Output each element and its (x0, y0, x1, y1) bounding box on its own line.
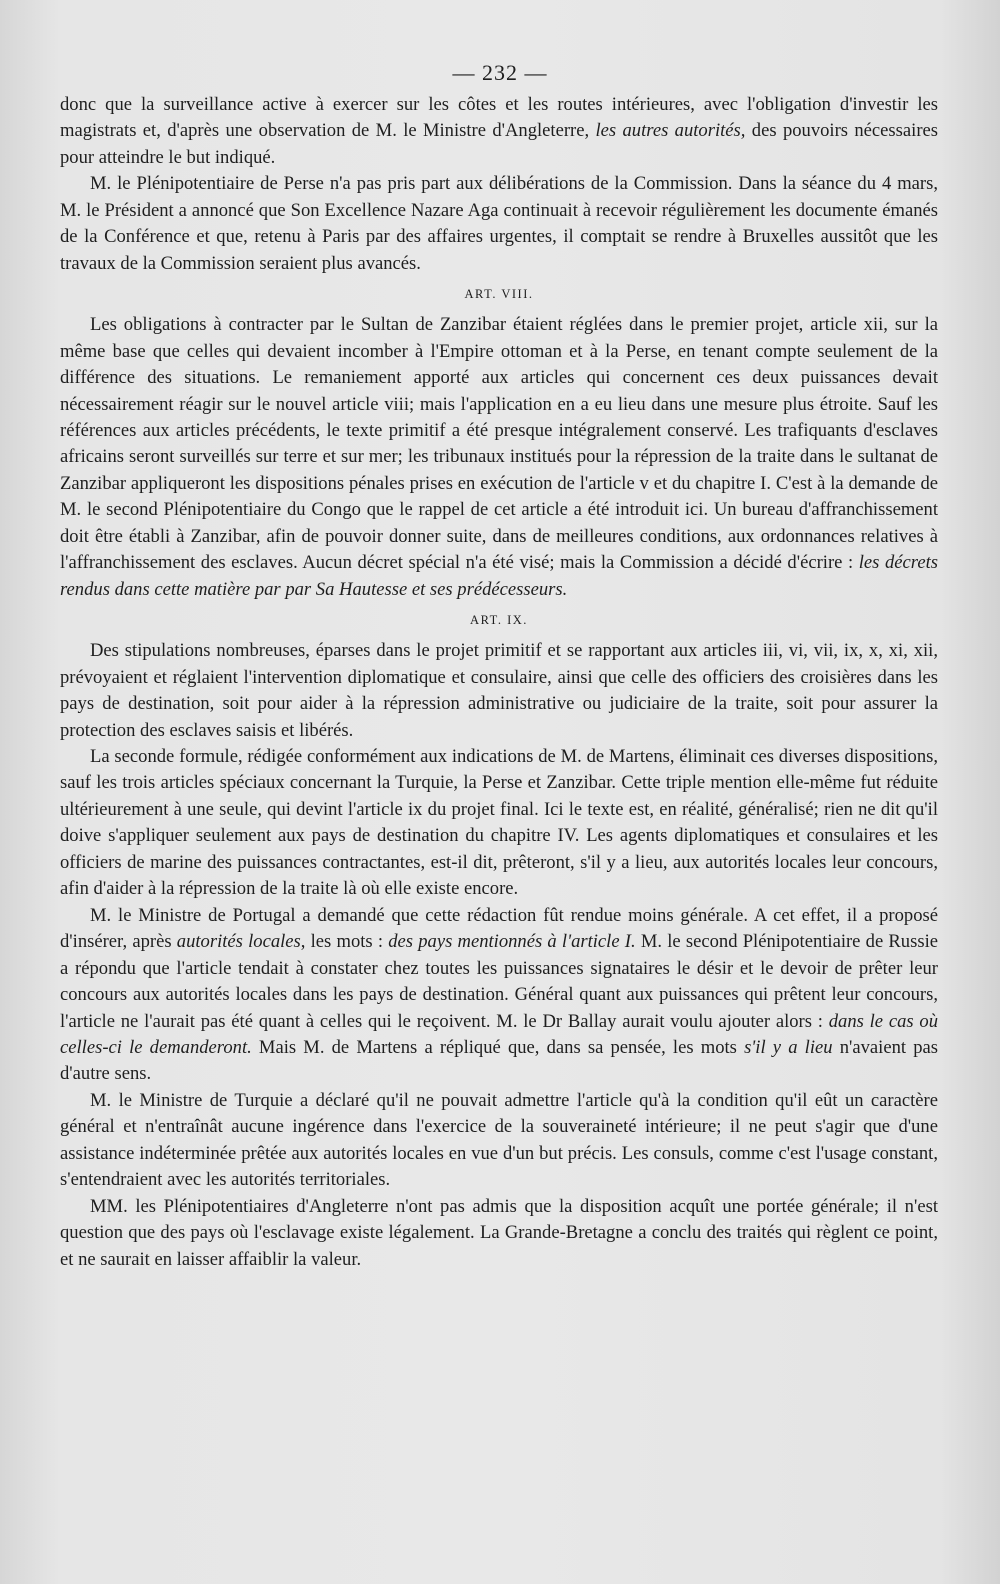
article-heading: ART. IX. (470, 613, 528, 628)
italic-text: les autres autorités, (595, 120, 746, 142)
text-run: M. le Ministre de Turquie a déclaré qu'il ne pouvait admettre l'article qu'à la condition qu'il eût un caractère général et n'entraînât aucune ingérence dans l'exercice de la souveraineté intérieure; il ne peut s'agir que d'une assistance indéterminée prêtée aux autorités locales en vue d'un but précis. Les consuls, comme c'est l'usage constant, s'entendraient avec les autorités territoriales. (60, 1089, 938, 1191)
paragraph (60, 903, 938, 1088)
article-heading: ART. VIII. (464, 287, 534, 302)
paragraph (60, 312, 938, 603)
italic-text: les décrets rendus dans cette matière par par Sa Hautesse et ses prédécesseurs. (60, 552, 938, 600)
text-run: n'avaient pas d'autre sens. (60, 1036, 938, 1085)
text-run: , les mots : (300, 931, 389, 953)
text-run: Des stipulations nombreuses, éparses dans le projet primitif et se rapportant aux articles iii, vi, vii, ix, x, xi, xii, prévoyaient et réglaient l'intervention diplomatique et consulaire, ainsi que celle des officiers des croisières dans les pays de destination, soit pour aider à la répression administrative ou judiciaire de la traite, soit pour assurer la protection des esclaves saisis et libérés. (60, 640, 938, 741)
paragraph (60, 638, 938, 744)
text-run: La seconde formule, rédigée conformément aux indications de M. de Martens, éliminait ces diverses dispositions, sauf les trois articles spéciaux concernant la Turquie, la Perse et Zanzibar. Cette triple mention elle-même fut réduite ultérieurement à une seule, qui devint l'article ix du projet final. Ici le texte est, en réalité, généralisé; rien ne dit qu'il doive s'appliquer seulement aux pays de destination du chapitre IV. Les agents diplomatiques et consulaires et les officiers de marine des puissances contractantes, est-il dit, prêteront, s'il y a lieu, aux autorités locales leur concours, afin d'aider à la répression de la traite là où elle existe encore. (60, 745, 938, 900)
paragraph (60, 92, 938, 171)
paragraph (60, 1194, 938, 1273)
paragraph (60, 171, 938, 277)
text-run: Mais M. de Martens a répliqué que, dans sa pensée, les mots (251, 1036, 745, 1058)
text-run: donc que la surveillance active à exercer sur les côtes et les routes intérieures, avec l'obligation d'investir les magistrats et, d'après une observation de M. le Ministre d'Angleterre, (60, 94, 938, 142)
text-run: Les obligations à contracter par le Sultan de Zanzibar étaient réglées dans le premier projet, article xii, sur la même base que celles qui devaient incomber à l'Empire ottoman et à la Perse, en tenant compte seulement de la différence des situations. Le remaniement apporté aux articles qui concernent ces deux puissances devait nécessairement réagir sur le nouvel article viii; mais l'application en a eu lieu dans une mesure plus étroite. Sauf les références aux articles précédents, le texte primitif a été presque intégralement conservé. Les trafiquants d'esclaves africains seront surveillés sur terre et sur mer; les tribunaux institués pour la répression de la traite dans le sultanat de Zanzibar appliqueront les dispositions pénales prises en exécution de l'article v et du chapitre I. C'est à la demande de M. le second Plénipotentiaire du Congo que le rappel de cet article a été introduit ici. Un bureau d'affranchissement doit être établi à Zanzibar, afin de pouvoir donner suite, dans de meilleures conditions, aux ordonnances relatives à l'affranchissement des esclaves. Aucun décret spécial n'a été visé; mais la Commission a décidé d'écrire : (60, 314, 938, 574)
italic-text: s'il y a lieu (744, 1036, 833, 1058)
text-run: MM. les Plénipotentiaires d'Angleterre n'ont pas admis que la disposition acquît une portée générale; il n'est question que des pays où l'esclavage existe légalement. La Grande-Bretagne a conclu des traités qui règlent ce point, et ne saurait en laisser affaiblir la valeur. (60, 1195, 938, 1270)
text-run: M. le Ministre de Portugal a demandé que cette rédaction fût rendue moins générale. A cet effet, il a proposé d'insérer, après (60, 904, 938, 953)
body-text (60, 92, 938, 1273)
text-run: M. le Plénipotentiaire de Perse n'a pas pris part aux délibérations de la Commission. Dans la séance du 4 mars, M. le Président a annoncé que Son Excellence Nazare Aga continuait à recevoir régulièrement les documente émanés de la Conférence et que, retenu à Paris par des affaires urgentes, il comptait se rendre à Bruxelles aussitôt que les travaux de la Commission seraient plus avancés. (60, 173, 938, 274)
italic-text: autorités locales (176, 931, 301, 953)
text-run: des pouvoirs nécessaires pour atteindre le but indiqué. (60, 120, 939, 168)
italic-text: dans le cas où celles-ci le demanderont. (60, 1010, 938, 1058)
paragraph (60, 1088, 938, 1194)
paragraph (60, 744, 938, 903)
page-number: — 232 — (452, 60, 548, 85)
italic-text: des pays mentionnés à l'article I. (388, 931, 636, 953)
text-run: M. le second Plénipotentiaire de Russie a répondu que l'article tendait à constater chez toutes les puissances signataires le désir et le devoir de prêter leur concours aux autorités locales dans les pays de destination. Général quant aux puissances qui prêtent leur concours, l'article ne l'aurait pas été quant à celles qui le reçoivent. M. le Dr Ballay aurait voulu ajouter alors : (60, 931, 938, 1032)
